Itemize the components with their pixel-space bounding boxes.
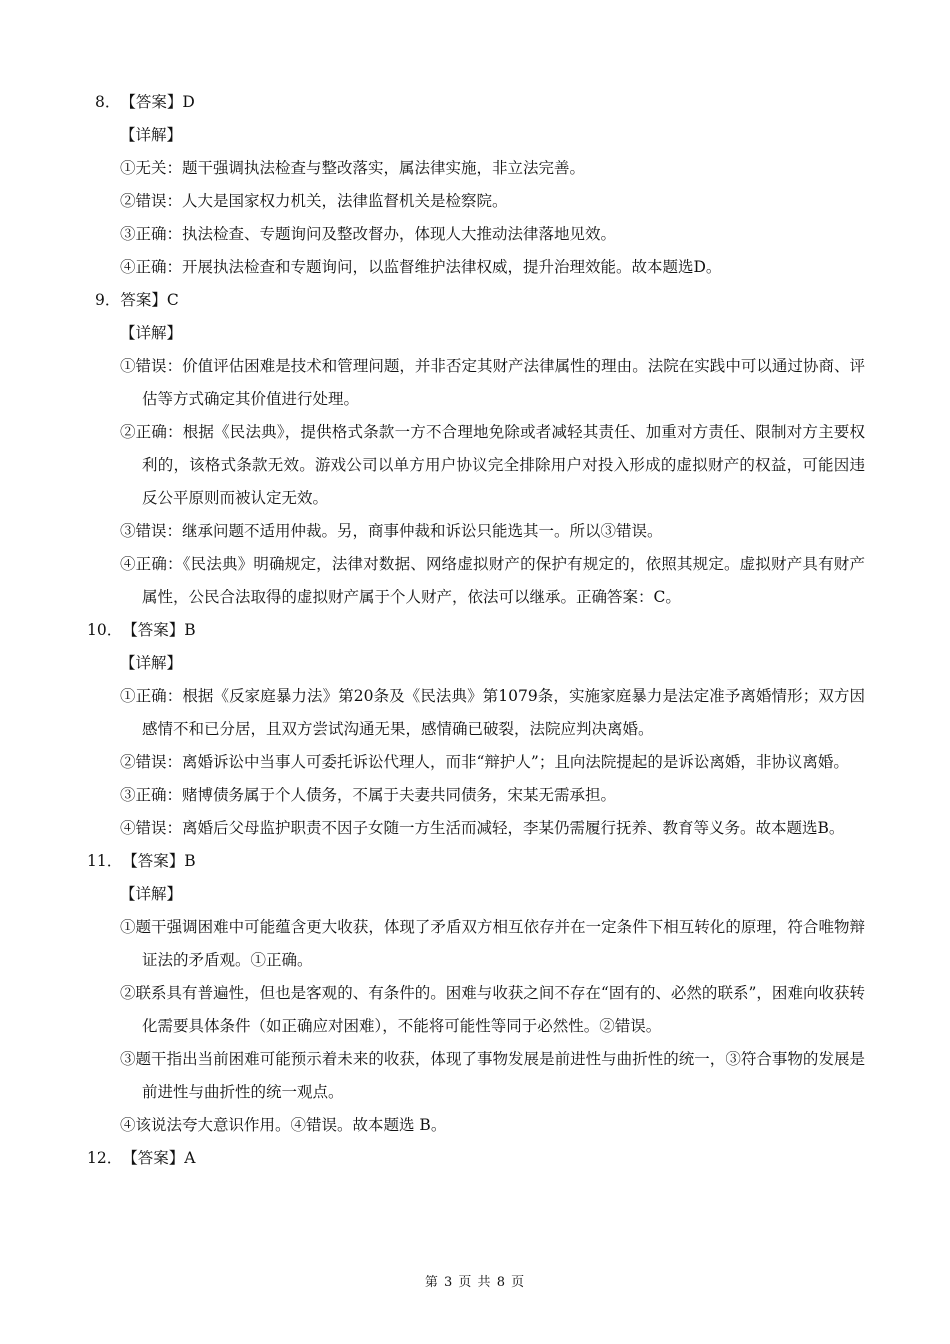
answer-content — [87, 86, 865, 1175]
detail-item: ③正确：执法检查、专题询问及整改督办，体现人大推动法律落地见效。 — [120, 225, 617, 243]
detail-item: ②错误：离婚诉讼中当事人可委托诉讼代理人，而非“辩护人”；且向法院提起的是诉讼离婚，非协议离婚。 — [120, 753, 849, 771]
answer-label: 【答案】B — [122, 621, 196, 639]
question-number: 9． — [95, 291, 121, 309]
detail-label: 【详解】 — [120, 324, 183, 342]
detail-item: ③正确：赌博债务属于个人债务，不属于夫妻共同债务，宋某无需承担。 — [120, 786, 617, 804]
detail-label: 【详解】 — [120, 885, 183, 903]
detail-item: ②联系具有普遍性，但也是客观的、有条件的。困难与收获之间不存在“固有的、必然的联系”，困难向收获转化需要具体条件（如正确应对困难），不能将可能性等同于必然性。②错误。 — [120, 984, 865, 1035]
question-12-header — [87, 1142, 865, 1175]
question-number: 11． — [87, 852, 123, 870]
answer-label: 【答案】B — [122, 852, 196, 870]
answer-label: 答案】C — [120, 291, 179, 309]
question-number: 12． — [87, 1149, 123, 1167]
answer-label: 【答案】A — [122, 1149, 196, 1167]
question-10-header — [87, 614, 865, 647]
detail-item: ②错误：人大是国家权力机关，法律监督机关是检察院。 — [120, 192, 508, 210]
question-8-header — [95, 86, 865, 119]
detail-item: ③题干指出当前困难可能预示着未来的收获，体现了事物发展是前进性与曲折性的统一，③符合事物的发展是前进性与曲折性的统一观点。 — [120, 1050, 865, 1101]
question-9-header — [95, 284, 865, 317]
detail-item: ③错误：继承问题不适用仲裁。另，商事仲裁和诉讼只能选其一。所以③错误。 — [120, 522, 663, 540]
detail-item: ②正确：根据《民法典》，提供格式条款一方不合理地免除或者减轻其责任、加重对方责任、限制对方主要权利的，该格式条款无效。游戏公司以单方用户协议完全排除用户对投入形成的虚拟财产的权益，可能因违反公平原则而被认定无效。 — [120, 423, 865, 507]
question-11-header — [87, 845, 865, 878]
answer-label: 【答案】D — [120, 93, 195, 111]
detail-item: ①正确：根据《反家庭暴力法》第20条及《民法典》第1079条，实施家庭暴力是法定准予离婚情形；双方因感情不和已分居，且双方尝试沟通无果，感情确已破裂，法院应判决离婚。 — [120, 687, 865, 738]
detail-label: 【详解】 — [120, 654, 183, 672]
detail-item: ④正确：开展执法检查和专题询问，以监督维护法律权威，提升治理效能。故本题选D。 — [120, 258, 722, 276]
question-number: 10． — [87, 621, 123, 639]
detail-item: ④错误：离婚后父母监护职责不因子女随一方生活而减轻，李某仍需履行抚养、教育等义务。故本题选B。 — [120, 819, 845, 837]
detail-item: ①错误：价值评估困难是技术和管理问题，并非否定其财产法律属性的理由。法院在实践中可以通过协商、评估等方式确定其价值进行处理。 — [120, 357, 865, 408]
detail-item: ①题干强调困难中可能蕴含更大收获，体现了矛盾双方相互依存并在一定条件下相互转化的原理，符合唯物辩证法的矛盾观。①正确。 — [120, 918, 865, 969]
detail-item: ④正确：《民法典》明确规定，法律对数据、网络虚拟财产的保护有规定的，依照其规定。虚拟财产具有财产属性，公民合法取得的虚拟财产属于个人财产，依法可以继承。正确答案：C。 — [120, 555, 865, 606]
detail-item: ①无关：题干强调执法检查与整改落实，属法律实施，非立法完善。 — [120, 159, 586, 177]
detail-label: 【详解】 — [120, 126, 183, 144]
page-footer: 第 3 页 共 8 页 — [424, 1275, 526, 1290]
question-number: 8． — [95, 93, 121, 111]
detail-item: ④该说法夸大意识作用。④错误。故本题选 B。 — [120, 1116, 447, 1134]
